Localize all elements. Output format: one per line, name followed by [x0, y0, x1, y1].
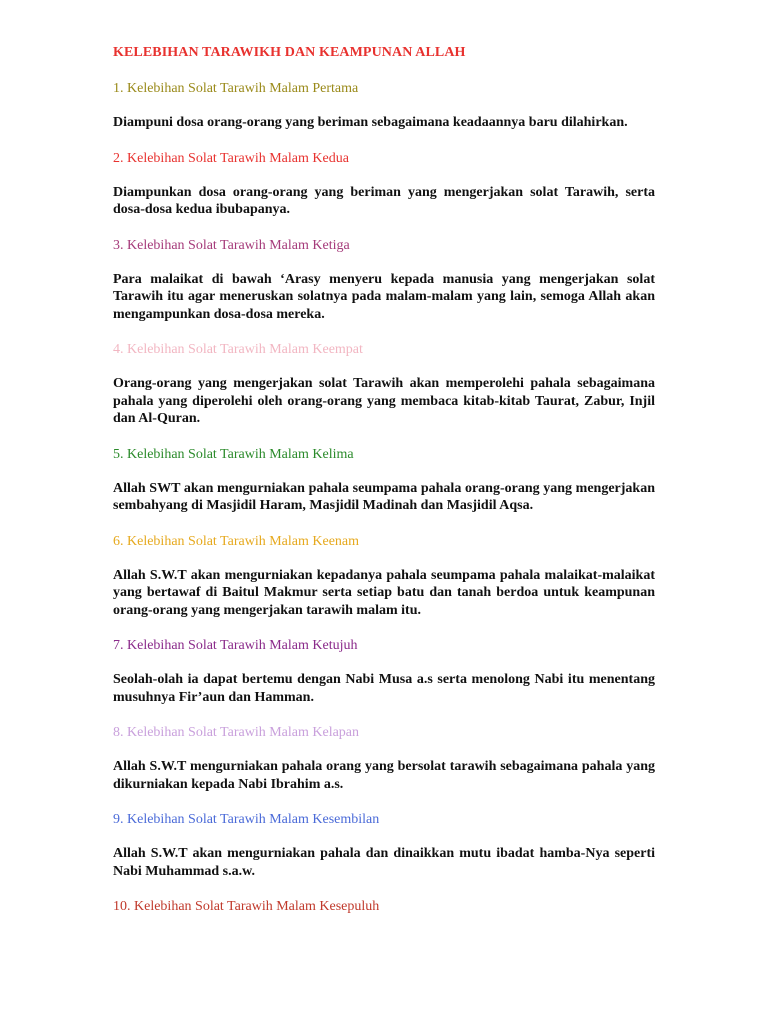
section-10: [113, 898, 655, 916]
section-4: [113, 341, 655, 428]
section-body: Seolah-olah ia dapat bertemu dengan Nabi Musa a.s serta menolong Nabi itu menentang musuhnya Fir’aun dan Hamman.: [113, 672, 655, 705]
section-body: Orang-orang yang mengerjakan solat Tarawih akan memperolehi pahala sebagaimana pahala yang diperolehi oleh orang-orang yang membaca kitab-kitab Taurat, Zabur, Injil dan Al-Quran.: [113, 376, 655, 426]
section-heading: 2. Kelebihan Solat Tarawih Malam Kedua: [113, 150, 349, 166]
section-heading: 4. Kelebihan Solat Tarawih Malam Keempat: [113, 342, 363, 357]
section-heading: 9. Kelebihan Solat Tarawih Malam Kesembilan: [113, 812, 380, 827]
section-body: Allah S.W.T akan mengurniakan pahala dan dinaikkan mutu ibadat hamba-Nya seperti Nabi Muhammad s.a.w.: [113, 846, 655, 879]
section-heading: 1. Kelebihan Solat Tarawih Malam Pertama: [113, 81, 359, 96]
section-3: [113, 237, 655, 324]
section-1: [113, 80, 655, 132]
section-body: Allah SWT akan mengurniakan pahala seumpama pahala orang-orang yang mengerjakan sembahyang di Masjidil Haram, Masjidil Madinah dan Masjidil Aqsa.: [113, 480, 655, 513]
section-heading: 10. Kelebihan Solat Tarawih Malam Kesepuluh: [113, 899, 380, 914]
document-title: KELEBIHAN TARAWIKH DAN KEAMPUNAN ALLAH: [113, 45, 466, 60]
section-8: [113, 724, 655, 793]
document-page: [113, 44, 655, 916]
section-5: [113, 446, 655, 515]
section-body: Allah S.W.T mengurniakan pahala orang yang bersolat tarawih sebagaimana pahala yang dikurniakan kepada Nabi Ibrahim a.s.: [113, 759, 655, 792]
section-body: Allah S.W.T akan mengurniakan kepadanya pahala seumpama pahala malaikat-malaikat yang bertawaf di Baitul Makmur serta setiap batu dan tanah berdoa untuk keampunan orang-orang yang mengerjakan tarawih malam itu.: [113, 567, 655, 618]
section-body: Diampunkan dosa orang-orang yang beriman yang mengerjakan solat Tarawih, serta dosa-dosa kedua ibubapanya.: [113, 184, 655, 217]
section-heading: 7. Kelebihan Solat Tarawih Malam Ketujuh: [113, 638, 358, 653]
section-9: [113, 811, 655, 880]
section-heading: 3. Kelebihan Solat Tarawih Malam Ketiga: [113, 237, 350, 253]
section-2: [113, 150, 655, 219]
section-body: Diampuni dosa orang-orang yang beriman sebagaimana keadaannya baru dilahirkan.: [113, 115, 628, 130]
section-heading: 5. Kelebihan Solat Tarawih Malam Kelima: [113, 446, 354, 462]
section-heading: 6. Kelebihan Solat Tarawih Malam Keenam: [113, 533, 360, 549]
section-heading: 8. Kelebihan Solat Tarawih Malam Kelapan: [113, 725, 360, 740]
section-6: [113, 533, 655, 620]
section-body: Para malaikat di bawah ‘Arasy menyeru kepada manusia yang mengerjakan solat Tarawih itu agar meneruskan solatnya pada malam-malam yang lain, semoga Allah akan mengampunkan dosa-dosa mereka.: [113, 271, 655, 322]
section-7: [113, 637, 655, 706]
